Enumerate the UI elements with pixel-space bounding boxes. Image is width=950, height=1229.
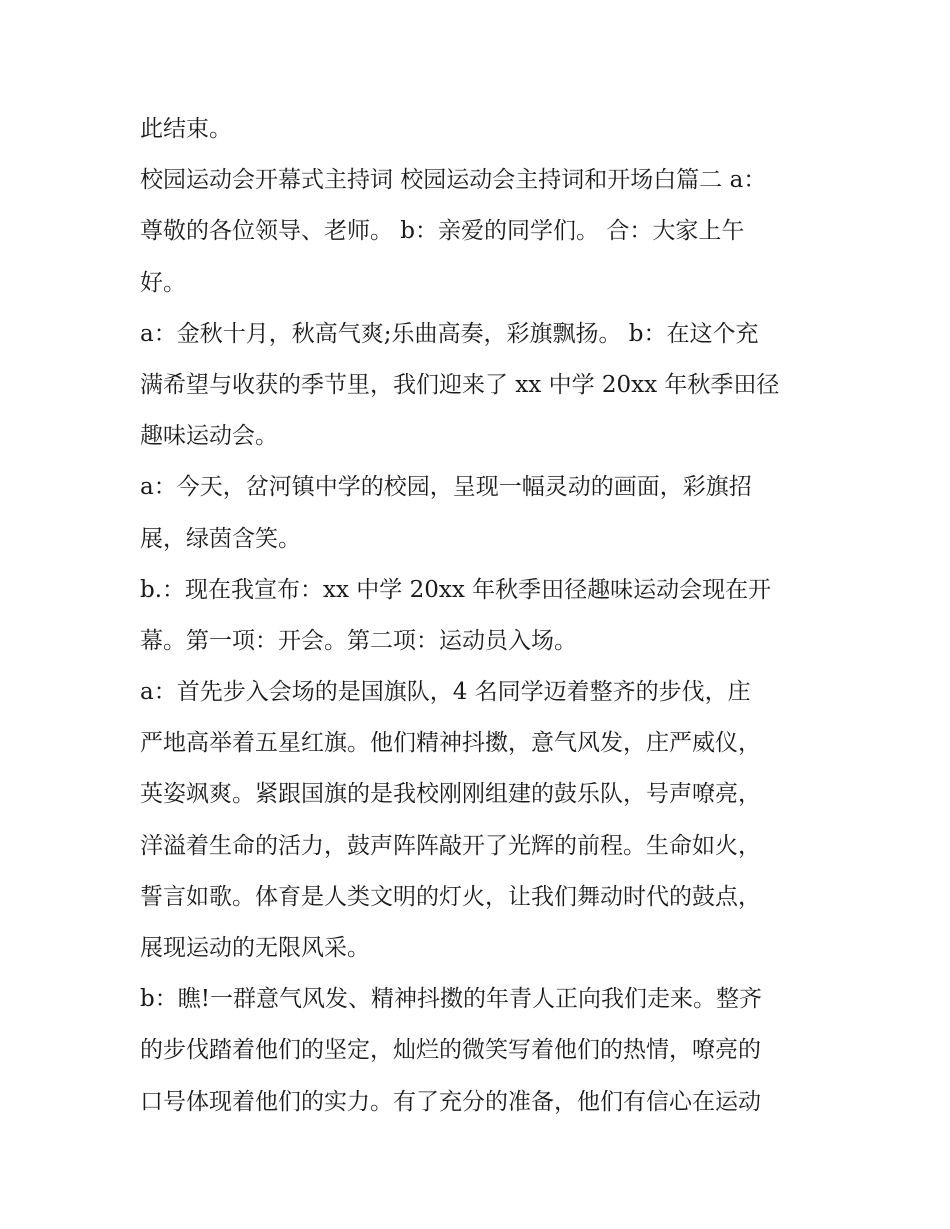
text-line: 展现运动的无限风采。 <box>140 935 370 961</box>
text-line: 校园运动会开幕式主持词 校园运动会主持词和开场白篇二 a： <box>140 167 767 194</box>
text-line: 满希望与收获的季节里，我们迎来了 xx 中学 20xx 年秋季田径 <box>140 371 780 398</box>
text-line: 严地高举着五星红旗。他们精神抖擞，意气风发，庄严威仪， <box>140 730 761 757</box>
text-line: 趣味运动会。 <box>140 423 278 450</box>
text-line: a：今天，岔河镇中学的校园，呈现一幅灵动的画面，彩旗招 <box>140 474 752 501</box>
text-line: 英姿飒爽。紧跟国旗的是我校刚刚组建的鼓乐队，号声嘹亮， <box>140 781 761 808</box>
text-line: b：瞧!一群意气风发、精神抖擞的年青人正向我们走来。整齐 <box>140 986 762 1013</box>
text-line: a：金秋十月，秋高气爽;乐曲高奏，彩旗飘扬。 b：在这个充 <box>140 320 759 347</box>
text-line: 的步伐踏着他们的坚定，灿烂的微笑写着他们的热情，嘹亮的 <box>140 1037 761 1064</box>
text-line: 此结束。 <box>140 116 232 142</box>
text-line: 誓言如歌。体育是人类文明的灯火，让我们舞动时代的鼓点， <box>140 883 761 910</box>
text-line: 尊敬的各位领导、老师。 b：亲爱的同学们。 合：大家上午 <box>140 218 745 245</box>
text-line: 洋溢着生命的活力，鼓声阵阵敲开了光辉的前程。生命如火， <box>140 832 761 859</box>
text-line: b.：现在我宣布：xx 中学 20xx 年秋季田径趣味运动会现在开 <box>140 576 772 603</box>
text-line: 展，绿茵含笑。 <box>140 525 301 552</box>
text-line: 幕。第一项：开会。第二项：运动员入场。 <box>140 627 577 654</box>
text-line: a：首先步入会场的是国旗队，4 名同学迈着整齐的步伐，庄 <box>140 679 751 706</box>
document-body <box>140 104 812 1128</box>
text-line: 好。 <box>140 269 186 296</box>
text-line: 口号体现着他们的实力。有了充分的准备，他们有信心在运动 <box>140 1088 761 1115</box>
